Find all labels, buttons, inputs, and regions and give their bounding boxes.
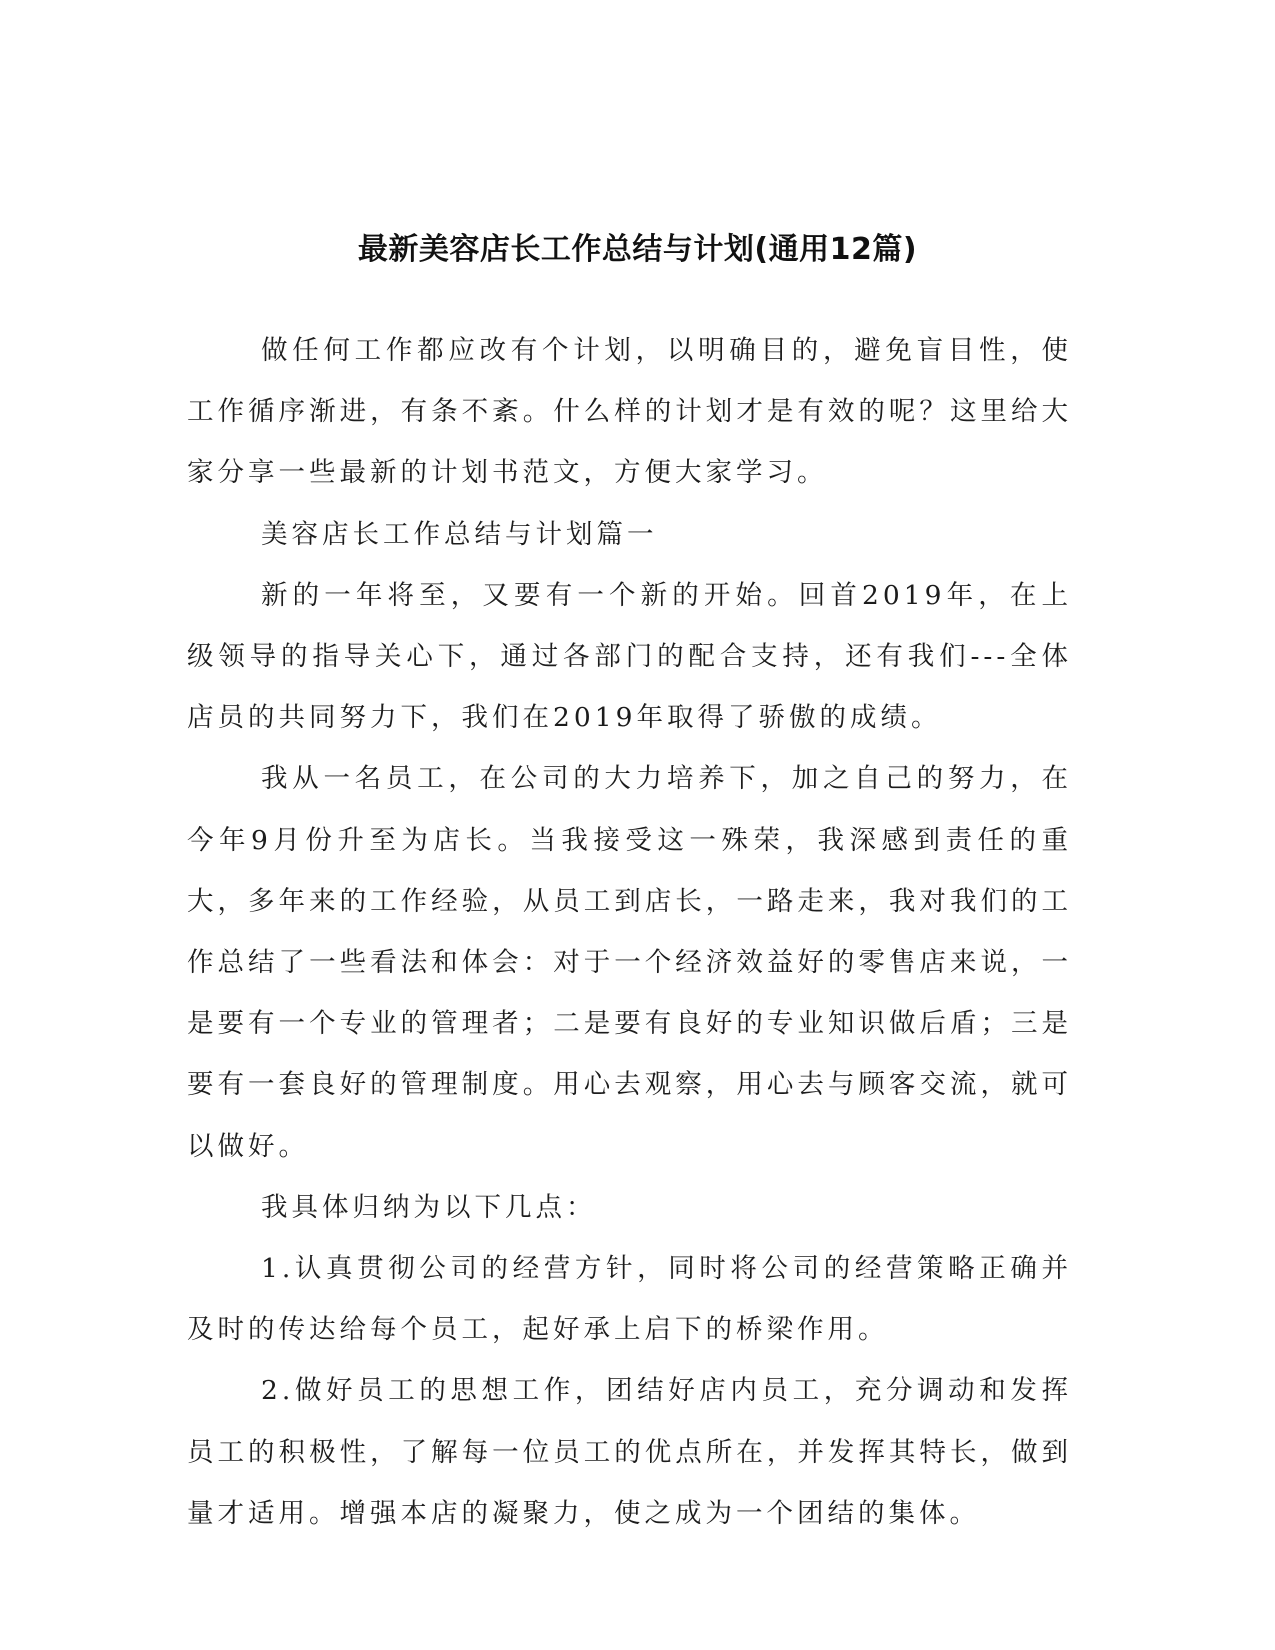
document-body <box>187 320 1072 1544</box>
paragraph: 新的一年将至，又要有一个新的开始。回首2019年，在上级领导的指导关心下，通过各部门的配合支持，还有我们---全体店员的共同努力下，我们在2019年取得了骄傲的成绩。 <box>187 579 1072 734</box>
list-item: 1.认真贯彻公司的经营方针，同时将公司的经营策略正确并及时的传达给每个员工，起好承上启下的桥梁作用。 <box>187 1253 1072 1346</box>
list-item: 2.做好员工的思想工作，团结好店内员工，充分调动和发挥员工的积极性，了解每一位员工的优点所在，并发挥其特长，做到量才适用。增强本店的凝聚力，使之成为一个团结的集体。 <box>187 1375 1072 1529</box>
page-title: 最新美容店长工作总结与计划(通用12篇) <box>357 232 918 268</box>
paragraph-intro: 做任何工作都应改有个计划，以明确目的，避免盲目性，使工作循序渐进，有条不紊。什么样的计划才是有效的呢？这里给大家分享一些最新的计划书范文，方便大家学习。 <box>187 335 1072 489</box>
paragraph: 我从一名员工，在公司的大力培养下，加之自己的努力，在今年9月份升至为店长。当我接受这一殊荣，我深感到责任的重大，多年来的工作经验，从员工到店长，一路走来，我对我们的工作总结了一些看法和体会：对于一个经济效益好的零售店来说，一是要有一个专业的管理者；二是要有良好的专业知识做后盾；三是要有一套良好的管理制度。用心去观察，用心去与顾客交流，就可以做好。 <box>187 763 1072 1162</box>
section-heading: 美容店长工作总结与计划篇一 <box>261 518 658 550</box>
paragraph: 我具体归纳为以下几点： <box>261 1191 597 1223</box>
